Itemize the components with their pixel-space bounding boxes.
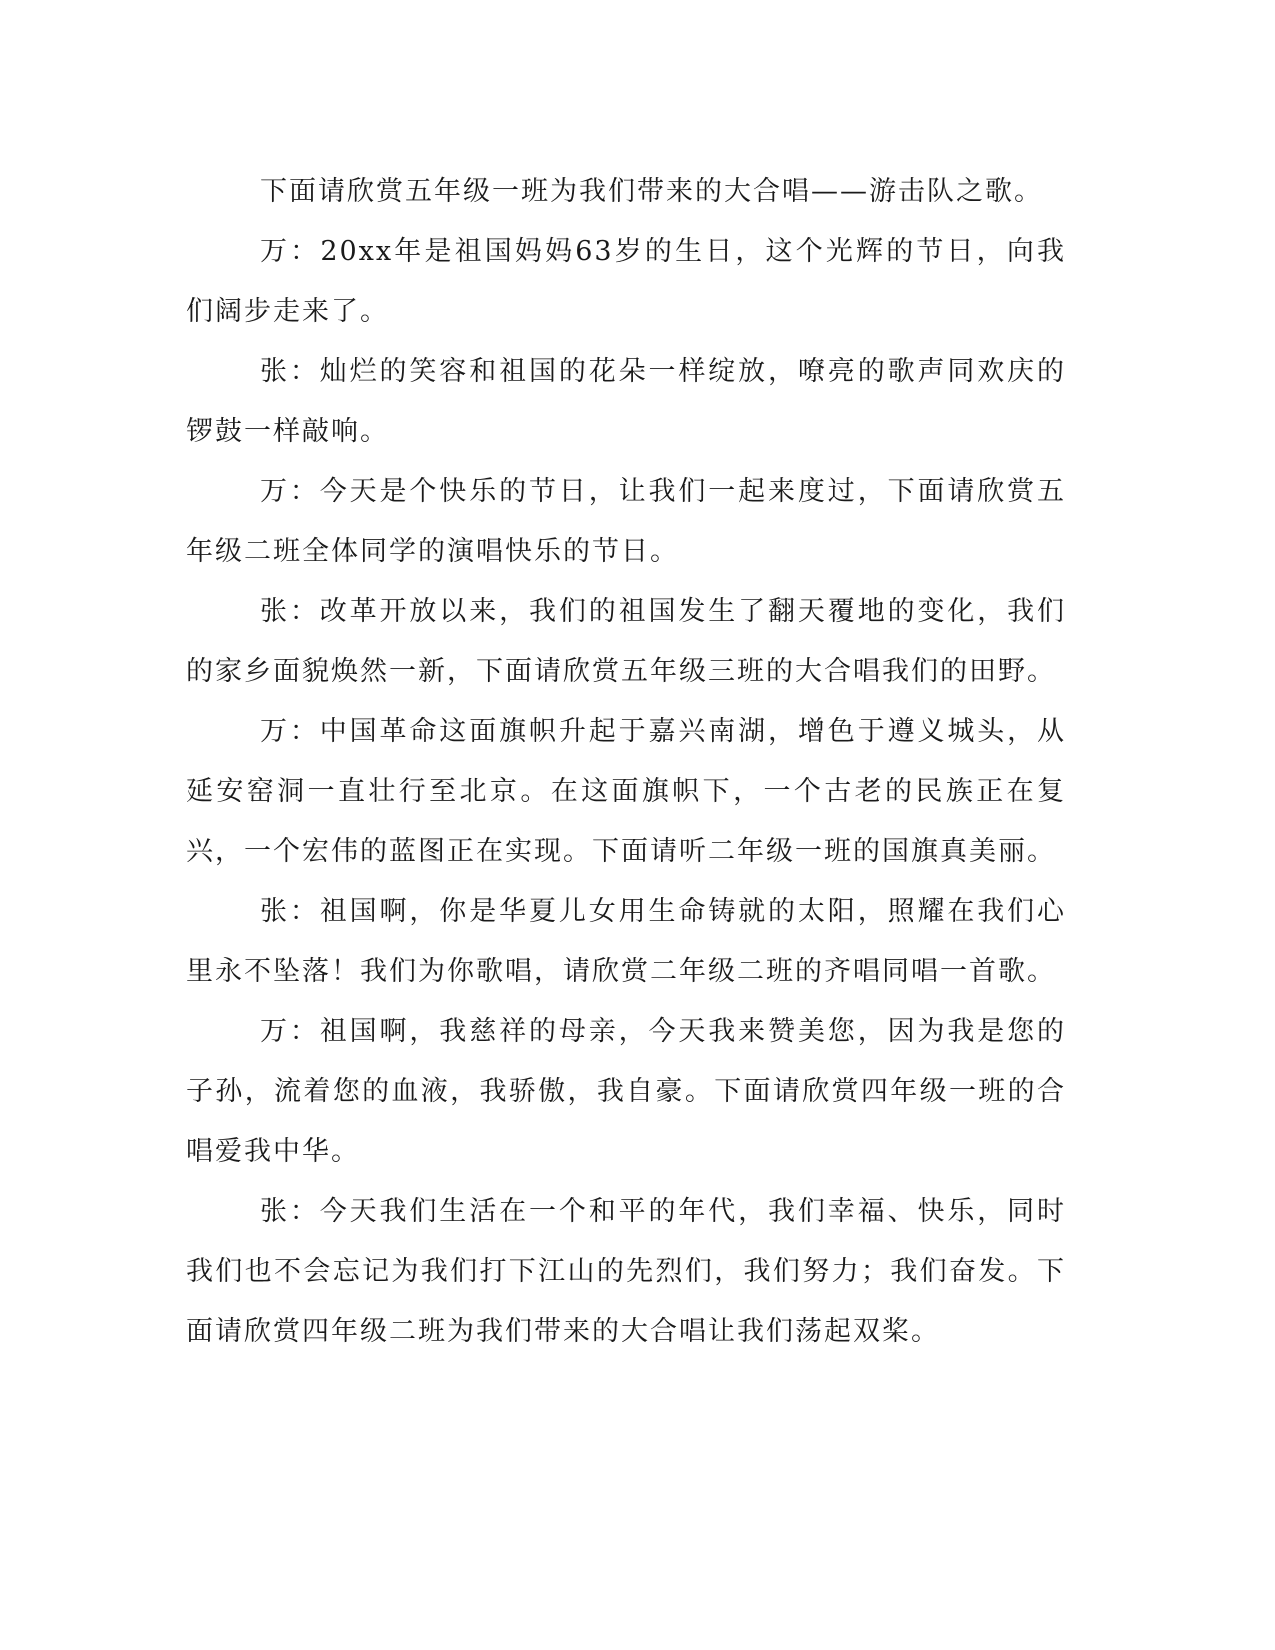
- paragraph-intro: 下面请欣赏五年级一班为我们带来的大合唱——游击队之歌。: [260, 176, 1043, 207]
- paragraph-zhang-3: 张：祖国啊，你是华夏儿女用生命铸就的太阳，照耀在我们心里永不坠落！我们为你歌唱，请欣赏二年级二班的齐唱同唱一首歌。: [186, 896, 1066, 987]
- paragraph-zhang-4: 张：今天我们生活在一个和平的年代，我们幸福、快乐，同时我们也不会忘记为我们打下江山的先烈们，我们努力；我们奋发。下面请欣赏四年级二班为我们带来的大合唱让我们荡起双桨。: [186, 1196, 1066, 1347]
- paragraph-zhang-1: 张：灿烂的笑容和祖国的花朵一样绽放，嘹亮的歌声同欢庆的锣鼓一样敲响。: [186, 356, 1066, 447]
- paragraph-zhang-2: 张：改革开放以来，我们的祖国发生了翻天覆地的变化，我们的家乡面貌焕然一新，下面请欣赏五年级三班的大合唱我们的田野。: [186, 596, 1066, 687]
- document-body: [186, 162, 1066, 1362]
- paragraph-wan-3: 万：中国革命这面旗帜升起于嘉兴南湖，增色于遵义城头，从延安窑洞一直壮行至北京。在这面旗帜下，一个古老的民族正在复兴，一个宏伟的蓝图正在实现。下面请听二年级一班的国旗真美丽。: [186, 716, 1066, 867]
- paragraph-wan-2: 万：今天是个快乐的节日，让我们一起来度过，下面请欣赏五年级二班全体同学的演唱快乐的节日。: [186, 476, 1066, 567]
- paragraph-wan-1: 万：20xx年是祖国妈妈63岁的生日，这个光辉的节日，向我们阔步走来了。: [186, 236, 1066, 327]
- paragraph-wan-4: 万：祖国啊，我慈祥的母亲，今天我来赞美您，因为我是您的子孙，流着您的血液，我骄傲，我自豪。下面请欣赏四年级一班的合唱爱我中华。: [186, 1016, 1066, 1167]
